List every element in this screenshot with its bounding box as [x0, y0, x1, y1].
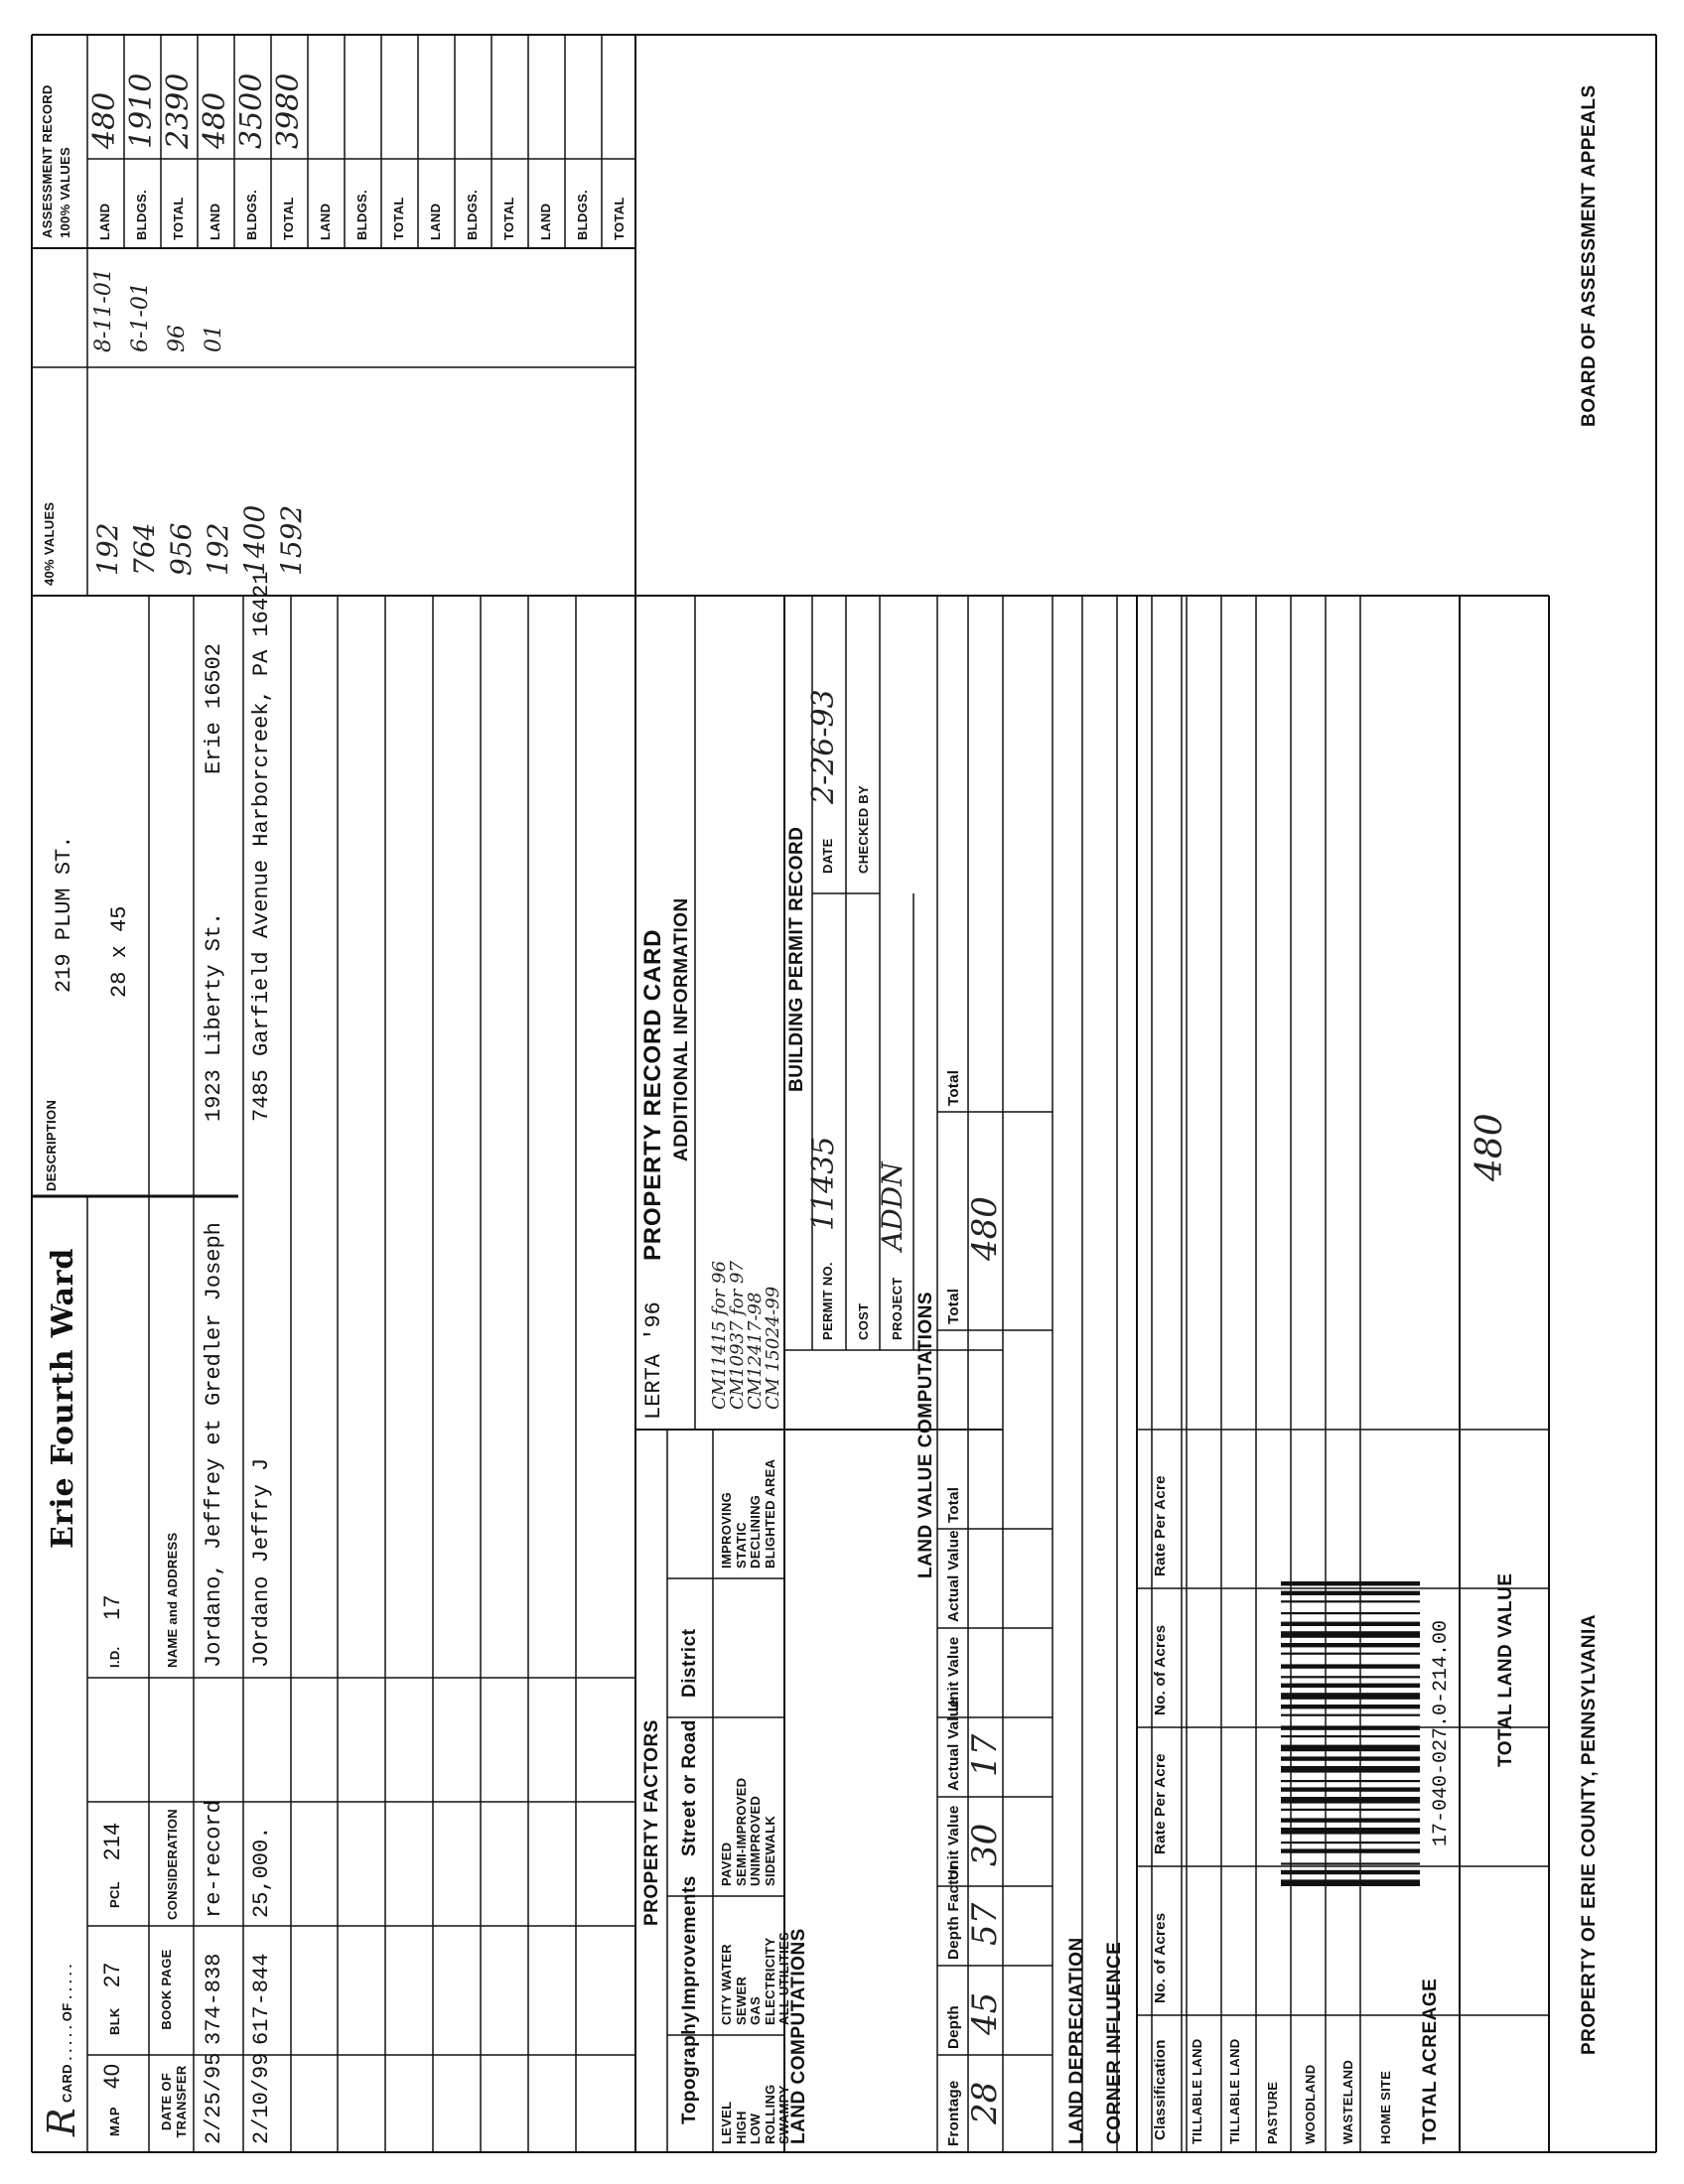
assessment-row-label-land: LAND: [97, 203, 112, 240]
transfer-date: 2/25/95: [202, 2052, 226, 2144]
assessment-row-label-land: LAND: [428, 203, 443, 240]
additional-information-title: ADDITIONAL INFORMATION: [671, 897, 692, 1161]
consideration: 25,000.: [249, 1826, 274, 1918]
lv-header-6: Actual Value: [945, 1530, 962, 1622]
assessment-row-label-total: TOTAL: [281, 197, 296, 240]
building-permit-title: BUILDING PERMIT RECORD: [786, 826, 807, 1092]
lv-header-9: Total: [945, 1069, 962, 1106]
value-40-entry: 1592: [275, 504, 308, 576]
barcode-bar: [1281, 1643, 1420, 1647]
pf-header-2: Street or Road: [679, 1719, 700, 1856]
barcode-bar: [1281, 1664, 1420, 1668]
barcode-bar: [1281, 1780, 1420, 1782]
card-letter: R: [40, 2108, 83, 2136]
acreage-header-4: Rate Per Acre: [1152, 1475, 1169, 1576]
unit-value: 30: [965, 1823, 1005, 1866]
actual-value: 17: [965, 1733, 1005, 1777]
owner-name: JOrdano Jeffry J: [249, 1457, 274, 1668]
barcode-bar: [1281, 1612, 1420, 1614]
footer-right-text: BOARD OF ASSESSMENT APPEALS: [1579, 84, 1600, 427]
ward-title: Erie Fourth Ward: [46, 1247, 80, 1549]
additional-line: CM12417-98: [745, 1292, 766, 1410]
acreage-header-2: Rate Per Acre: [1152, 1753, 1169, 1854]
class-home-site: HOME SITE: [1378, 2070, 1393, 2144]
book-page: 374-838: [202, 1953, 226, 2045]
checked-by-label: CHECKED BY: [856, 785, 871, 874]
total-land-value: 480: [1470, 1113, 1510, 1181]
lv-header-8: Total: [945, 1288, 962, 1324]
improvement-item: ALL UTILITIES: [776, 1932, 791, 2025]
class-tillable-land: TILLABLE LAND: [1227, 2038, 1242, 2144]
permit-date-label: DATE: [820, 838, 835, 874]
topography-low: LOW: [748, 2113, 763, 2144]
blk-label: BLK: [107, 2007, 122, 2035]
assessment-value: 480: [87, 91, 122, 149]
additional-line: CM 15024-99: [763, 1286, 783, 1410]
lv-header-5: Unit Value: [945, 1636, 962, 1711]
improvement-item: CITY WATER: [719, 1944, 734, 2025]
book-page: 617-844: [249, 1953, 274, 2045]
owner-address: 7485 Garfield Avenue Harborcreek, PA 16421: [249, 571, 274, 1122]
value-40-date: 96: [165, 325, 190, 352]
assessment-value: 1910: [124, 72, 159, 149]
barcode-bar: [1281, 1756, 1420, 1760]
barcode-bar: [1281, 1684, 1420, 1688]
footer-left-text: PROPERTY OF ERIE COUNTY, PENNSYLVANIA: [1579, 1614, 1600, 2055]
permit-date-value: 2-26-93: [806, 689, 841, 804]
id-value: 17: [99, 1594, 124, 1620]
total-land-value-label: TOTAL LAND VALUE: [1495, 1572, 1516, 1767]
barcode-bar: [1281, 1787, 1420, 1791]
barcode-bar: [1281, 1653, 1420, 1655]
date-of-transfer-header: DATE OF TRANSFER: [159, 2065, 189, 2138]
pcl-label: PCL: [107, 1881, 122, 1908]
book-page-header: BOOK PAGE: [159, 1949, 174, 2030]
barcode-bar: [1281, 1862, 1420, 1864]
value-40-entry: 1400: [238, 504, 271, 576]
description-label: DESCRIPTION: [44, 1099, 59, 1191]
barcode-bar: [1281, 1705, 1420, 1708]
lv-header-4: Actual Value: [945, 1699, 962, 1791]
barcode-bar: [1281, 1735, 1420, 1737]
lv-header-7: Total: [945, 1486, 962, 1523]
barcode-bar: [1281, 1842, 1420, 1843]
depth-value: 45: [965, 1991, 1005, 2035]
permit-no-value: 11435: [806, 1136, 841, 1231]
lerta-note: LERTA '96: [641, 1301, 666, 1420]
acreage-header-3: No. of Acres: [1152, 1624, 1169, 1715]
dimensions-value: 28 x 45: [107, 905, 132, 998]
lv-header-0: Frontage: [945, 2080, 962, 2146]
corner-influence-label: CORNER INFLUENCE: [1104, 1941, 1125, 2144]
assessment-row-label-bldgs: BLDGS.: [575, 190, 590, 240]
assessment-row-label-total: TOTAL: [171, 197, 186, 240]
assessment-row-label-bldgs: BLDGS.: [354, 190, 369, 240]
pcl-value: 214: [99, 1822, 124, 1860]
cost-label: COST: [856, 1302, 871, 1340]
barcode-bar: [1281, 1766, 1420, 1773]
permit-no-label: PERMIT NO.: [820, 1262, 835, 1340]
barcode-bar: [1281, 1676, 1420, 1678]
assessment-row-label-bldgs: BLDGS.: [465, 190, 480, 240]
assessment-row-label-total: TOTAL: [612, 197, 627, 240]
class-tillable-land: TILLABLE LAND: [1190, 2038, 1204, 2144]
street-item: SIDEWALK: [762, 1815, 777, 1886]
barcode-bar: [1281, 1809, 1420, 1811]
value-40-date: 8-11-01: [91, 268, 116, 352]
barcode-bar: [1281, 1818, 1420, 1822]
lv-header-2: Depth Factor: [945, 1863, 962, 1960]
assessment-row-label-bldgs: BLDGS.: [134, 190, 149, 240]
additional-line: CM10937 for 97: [727, 1261, 748, 1410]
value-40-entry: 192: [202, 522, 234, 576]
street-item: SEMI-IMPROVED: [733, 1777, 749, 1886]
assessment-row-label-land: LAND: [318, 203, 333, 240]
barcode-number: 17-040-027.0-214.00: [1430, 1619, 1453, 1846]
assessment-row-label-total: TOTAL: [391, 197, 406, 240]
land-depreciation-label: LAND DEPRECIATION: [1066, 1937, 1087, 2144]
improvement-item: GAS: [748, 1995, 763, 2025]
pf-header-0: Topography: [679, 2011, 700, 2124]
barcode-bar: [1281, 1631, 1420, 1638]
lv-total: 480: [965, 1196, 1005, 1261]
map-label: MAP: [107, 2107, 122, 2136]
assessment-row-label-land: LAND: [538, 203, 553, 240]
barcode-bar: [1281, 1693, 1420, 1700]
topography-level: LEVEL: [719, 2101, 734, 2144]
barcode-bar: [1281, 1600, 1420, 1602]
acreage-header-1: No. of Acres: [1152, 1912, 1169, 2003]
barcode-bar: [1281, 1622, 1420, 1626]
total-acreage-label: TOTAL ACREAGE: [1420, 1978, 1441, 2144]
owner-name: Jordano, Jeffrey et Gredler Joseph: [202, 1222, 226, 1668]
project-value: ADDN: [876, 1161, 909, 1251]
value-40-date: 01: [202, 325, 226, 352]
map-value: 40: [99, 2063, 124, 2089]
pf-header-1: Improvements: [679, 1875, 700, 2010]
street-item: UNIMPROVED: [748, 1795, 763, 1886]
barcode-bar: [1281, 1581, 1420, 1585]
improvement-item: SEWER: [733, 1976, 749, 2025]
class-pasture: PASTURE: [1265, 2081, 1280, 2144]
name-address-header: NAME and ADDRESS: [165, 1532, 180, 1668]
value-40-entry: 192: [91, 522, 124, 576]
lv-header-3: Unit Value: [945, 1805, 962, 1880]
transfer-date: 2/10/99: [249, 2052, 274, 2144]
consideration-header: CONSIDERATION: [165, 1809, 180, 1920]
id-label: I.D.: [107, 1646, 122, 1668]
assessment-record-subtitle: 100% VALUES: [58, 147, 72, 238]
assessment-value: 3500: [234, 72, 269, 149]
barcode-bar: [1281, 1714, 1420, 1716]
barcode: [1281, 1581, 1420, 1886]
class-woodland: WOODLAND: [1303, 2064, 1318, 2144]
project-label: PROJECT: [890, 1277, 905, 1340]
barcode-bar: [1281, 1797, 1420, 1804]
lv-header-1: Depth: [945, 2005, 962, 2049]
barcode-bar: [1281, 1725, 1420, 1729]
owner-address: 1923 Liberty St.: [202, 911, 226, 1122]
value-40-entry: 956: [165, 522, 198, 576]
barcode-bar: [1281, 1870, 1420, 1874]
barcode-bar: [1281, 1745, 1420, 1752]
barcode-bar: [1281, 1591, 1420, 1595]
land-value-computations-title: LAND VALUE COMPUTATIONS: [915, 1291, 936, 1578]
barcode-bar: [1281, 1828, 1420, 1835]
improvement-item: ELECTRICITY: [762, 1937, 777, 2025]
topography-high: HIGH: [733, 2111, 749, 2144]
values-40-label: 40% VALUES: [42, 501, 57, 586]
class-wasteland: WASTELAND: [1340, 2059, 1355, 2144]
additional-line: CM11415 for 96: [709, 1261, 730, 1410]
assessment-row-label-total: TOTAL: [501, 197, 516, 240]
frontage-value: 28: [965, 2081, 1005, 2124]
depth-factor-value: 57: [965, 1902, 1005, 1946]
value-40-date: 6-1-01: [128, 282, 153, 352]
topography-swampy: SWAMPY: [776, 2085, 791, 2144]
barcode-bar: [1281, 1848, 1420, 1852]
topography-rolling: ROLLING: [762, 2084, 777, 2144]
assessment-row-label-land: LAND: [208, 203, 222, 240]
barcode-bar: [1281, 1879, 1420, 1886]
assessment-value: 480: [198, 91, 232, 149]
pf-header-3: District: [679, 1628, 700, 1698]
assessment-row-label-bldgs: BLDGS.: [244, 190, 259, 240]
district-item: DECLINING: [748, 1494, 763, 1569]
district-item: STATIC: [733, 1522, 749, 1569]
consideration: re-record: [202, 1800, 226, 1918]
assessment-value: 2390: [161, 72, 196, 149]
property-factors-title: PROPERTY FACTORS: [641, 1719, 662, 1926]
blk-value: 27: [99, 1962, 124, 1987]
acreage-header-0: Classification: [1152, 2039, 1169, 2140]
street-item: PAVED: [719, 1842, 734, 1886]
assessment-record-title: ASSESSMENT RECORD: [40, 84, 55, 238]
record-card-title: PROPERTY RECORD CARD: [639, 928, 666, 1261]
district-item: BLIGHTED AREA: [762, 1458, 777, 1569]
land-computations-title: LAND COMPUTATIONS: [788, 1928, 809, 2144]
value-40-entry: 764: [128, 522, 161, 576]
district-item: IMPROVING: [719, 1491, 734, 1569]
card-of-label: CARD . . . . . OF . . . . .: [60, 1964, 74, 2103]
owner-city: Erie 16502: [202, 642, 226, 774]
description-value: 219 PLUM ST.: [52, 835, 76, 993]
assessment-value: 3980: [271, 72, 306, 149]
